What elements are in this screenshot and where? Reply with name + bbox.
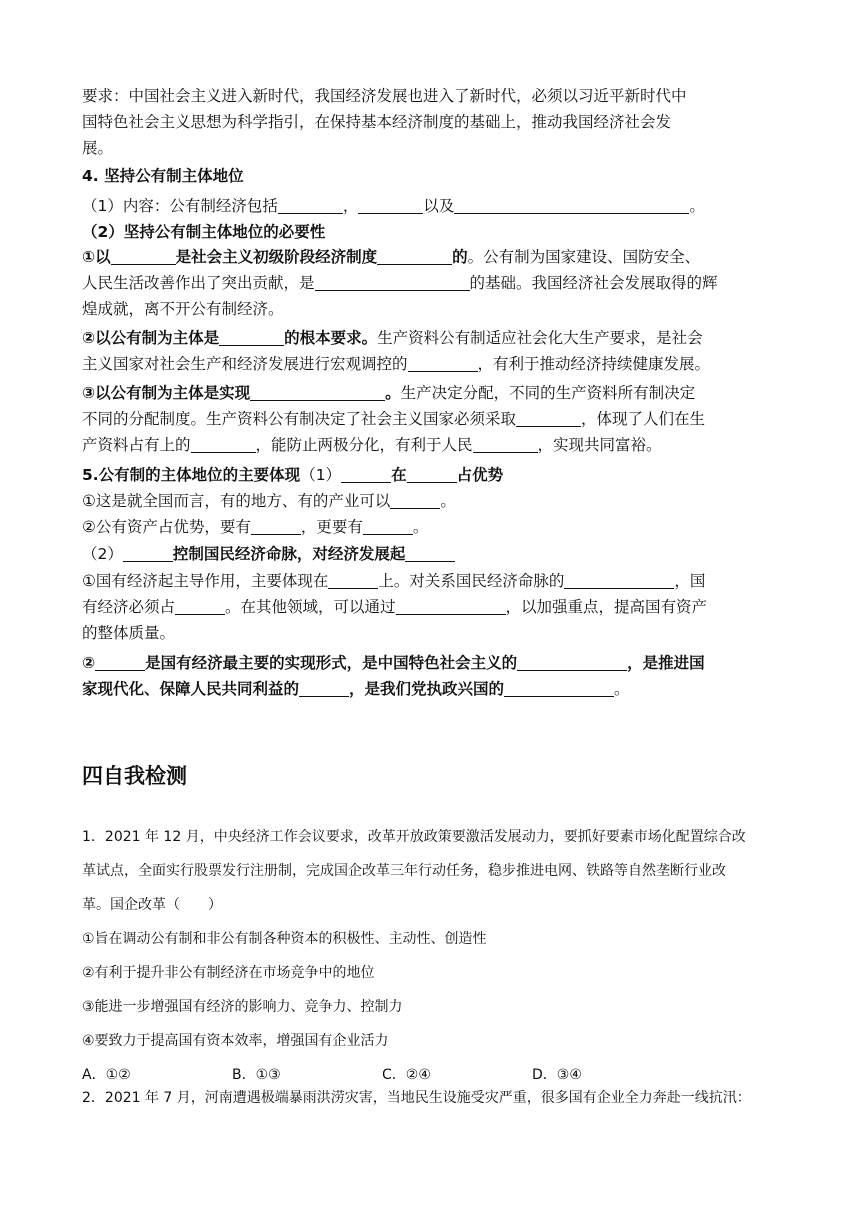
point-1 — [82, 244, 782, 322]
text: 是国有经济最主要的实现形式，是中国特色社会主义的 — [145, 654, 518, 672]
content-line — [82, 488, 456, 514]
text: 在 — [391, 466, 407, 484]
section-title: 四自我检测 — [82, 763, 187, 788]
subheading — [82, 541, 455, 567]
fill-blank[interactable] — [315, 272, 470, 291]
text: 产资料占有上的 — [82, 436, 191, 454]
point-3 — [82, 380, 782, 458]
text-line: 煌成就，离不开公有制经济。 — [82, 300, 284, 318]
fill-blank[interactable] — [219, 327, 284, 346]
fill-blank[interactable] — [504, 678, 614, 697]
text: 人民生活改善作出了突出贡献，是 — [82, 274, 315, 292]
point-5-2-2 — [82, 650, 782, 702]
text: 。 — [614, 680, 630, 698]
text: ①国有经济起主导作用，主要体现在 — [82, 572, 329, 590]
text-line: 国特色社会主义思想为科学指引，在保持基本经济制度的基础上，推动我国经济社会发 — [82, 113, 672, 131]
text: ，国 — [674, 572, 706, 590]
statement-item: ②有利于提升非公有制经济在市场竞争中的地位 — [82, 965, 375, 981]
text: 以及 — [423, 197, 455, 215]
text: ，能防止两极分化，有利于人民 — [255, 436, 473, 454]
question-2-text: 2．2021 年 7 月，河南遭遇极端暴雨洪涝灾害，当地民生设施受灾严重，很多国有企业全力奔赴一线抗汛： — [82, 1090, 751, 1106]
fill-blank[interactable] — [358, 195, 423, 214]
heading-5 — [82, 462, 503, 488]
text: 。在其他领域，可以通过 — [225, 598, 396, 616]
fill-blank[interactable] — [396, 596, 506, 615]
fill-blank[interactable] — [191, 434, 256, 453]
fill-blank[interactable] — [408, 353, 478, 372]
text: ， — [342, 197, 359, 215]
text: ①以 — [82, 248, 111, 266]
fill-blank[interactable] — [95, 652, 145, 671]
text: 占优势 — [456, 466, 504, 484]
text: 有经济必须占 — [82, 598, 176, 616]
question-text: 革。国企改革（ ） — [82, 897, 222, 913]
option-c[interactable]: C．②④ — [382, 1067, 431, 1083]
text-line: 要求：中国社会主义进入新时代，我国经济发展也进入了新时代，必须以习近平新时代中 — [82, 87, 687, 105]
fill-blank[interactable] — [111, 246, 176, 265]
fill-blank[interactable] — [517, 652, 627, 671]
fill-blank[interactable] — [278, 195, 343, 214]
text: ，是我们党执政兴国的 — [349, 680, 505, 698]
text: ②以公有制为主体是 — [82, 329, 220, 347]
text: 。 — [440, 492, 456, 510]
text: 是社会主义初级阶段经济制度 — [175, 248, 378, 266]
fill-blank[interactable] — [473, 434, 538, 453]
option-a[interactable]: A．①② — [82, 1067, 131, 1083]
fill-blank[interactable] — [516, 408, 581, 427]
text-line: 展。 — [82, 139, 114, 157]
text: ，更要有 — [300, 518, 363, 536]
text: 的根本要求。 — [284, 329, 378, 347]
text: 。 — [385, 384, 401, 402]
question-text: 1．2021 年 12 月，中央经济工作会议要求，改革开放政策要激活发展动力，要抓好要素市场化配置综合改 — [82, 829, 746, 845]
content-line — [82, 514, 428, 540]
text: 。 — [412, 518, 429, 536]
fill-blank[interactable] — [341, 464, 391, 483]
fill-blank[interactable] — [175, 596, 225, 615]
fill-blank[interactable] — [377, 246, 452, 265]
subheading: （2）坚持公有制主体地位的必要性 — [82, 223, 326, 241]
point-5-2-1 — [82, 568, 782, 646]
text: 生产决定分配，不同的生产资料所有制决定 — [400, 384, 696, 402]
fill-blank[interactable] — [123, 543, 173, 562]
text: 主义国家对社会生产和经济发展进行宏观调控的 — [82, 355, 408, 373]
text: 控制国民经济命脉，对经济发展起 — [172, 545, 406, 563]
text: 生产资料公有制适应社会化大生产要求，是社会 — [377, 329, 703, 347]
text: ③以公有制为主体是实现 — [82, 384, 251, 402]
fill-blank[interactable] — [454, 195, 689, 214]
statement-item: ①旨在调动公有制和非公有制各种资本的积极性、主动性、创造性 — [82, 931, 487, 947]
text: ，以加强重点，提高国有资产 — [505, 598, 708, 616]
option-b[interactable]: B．①③ — [232, 1067, 281, 1083]
statement-item: ③能进一步增强国有经济的影响力、竞争力、控制力 — [82, 999, 403, 1015]
fill-blank[interactable] — [299, 678, 349, 697]
statement-item: ④要致力于提高国有资本效率，增强国有企业活力 — [82, 1033, 389, 1049]
fill-blank[interactable] — [328, 570, 378, 589]
text: 。公有制为国家建设、国防安全、 — [467, 248, 701, 266]
text: ，有利于推动经济持续健康发展。 — [477, 355, 711, 373]
text: 上。对关系国民经济命脉的 — [378, 572, 565, 590]
option-d[interactable]: D．③④ — [532, 1067, 582, 1083]
text: 的 — [452, 248, 468, 266]
text: 家现代化、保障人民共同利益的 — [82, 680, 300, 698]
point-2 — [82, 325, 782, 377]
fill-blank[interactable] — [363, 516, 413, 535]
text: （1）内容：公有制经济包括 — [82, 197, 278, 215]
heading-4: 4. 坚持公有制主体地位 — [82, 167, 244, 185]
text-line: 的整体质量。 — [82, 624, 176, 642]
question-1 — [82, 820, 782, 1092]
content-line — [82, 193, 705, 219]
text: ①这是就全国而言，有的地方、有的产业可以 — [82, 492, 391, 510]
fill-blank[interactable] — [405, 543, 455, 562]
text: 5.公有制的主体地位的主要体现 — [82, 466, 301, 484]
fill-blank[interactable] — [251, 516, 301, 535]
text: ，是推进国 — [627, 654, 705, 672]
text: 的基础。我国经济社会发展取得的辉 — [469, 274, 718, 292]
text: ，体现了人们在生 — [581, 410, 706, 428]
question-text: 革试点，全面实行股票发行注册制，完成国企改革三年行动任务，稳步推进电网、铁路等自然垄断行业改 — [82, 863, 726, 879]
text: （1） — [300, 466, 342, 484]
text: 。 — [689, 197, 705, 215]
text: 不同的分配制度。生产资料公有制决定了社会主义国家必须采取 — [82, 410, 517, 428]
text: （2） — [82, 545, 123, 563]
text: ② — [82, 654, 96, 672]
fill-blank[interactable] — [250, 382, 385, 401]
text: ②公有资产占优势，要有 — [82, 518, 251, 536]
text: ，实现共同富裕。 — [537, 436, 662, 454]
intro-paragraph — [82, 83, 782, 161]
fill-blank[interactable] — [390, 490, 440, 509]
fill-blank[interactable] — [564, 570, 674, 589]
fill-blank[interactable] — [407, 464, 457, 483]
